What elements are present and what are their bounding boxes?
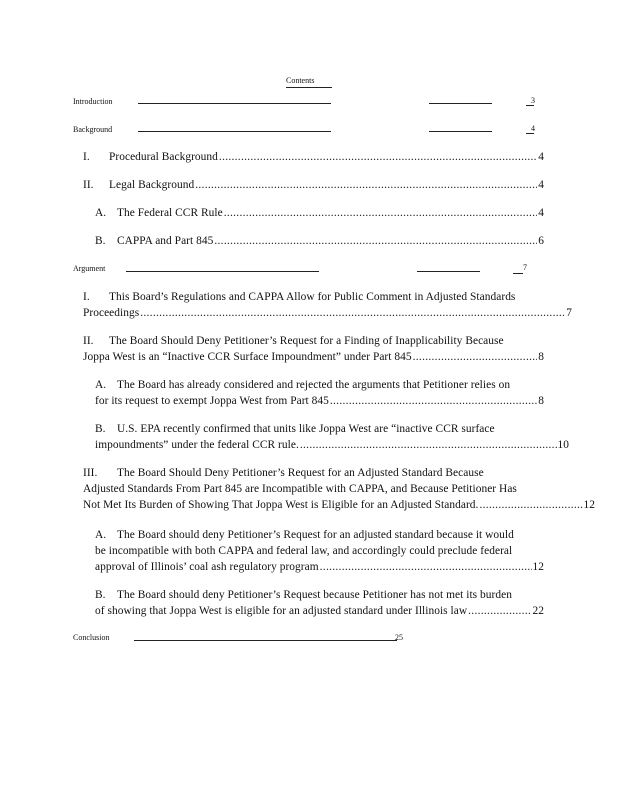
entry-number: A. bbox=[95, 207, 107, 219]
dot-leader bbox=[140, 305, 565, 321]
toc-entry[interactable] bbox=[95, 587, 590, 619]
entry-text: for its request to exempt Joppa West from Part 845 bbox=[95, 395, 329, 407]
toc-background-leader-3 bbox=[526, 133, 534, 134]
toc-argument-leader-2 bbox=[417, 271, 480, 272]
entry-text: The Board should deny Petitioner’s Request for an adjusted standard because it would bbox=[117, 529, 514, 541]
dot-leader bbox=[214, 233, 537, 249]
entry-page: 12 bbox=[583, 499, 595, 511]
entry-number: B. bbox=[95, 423, 106, 435]
entry-page: 12 bbox=[532, 561, 544, 573]
toc-introduction-label[interactable]: Introduction bbox=[73, 97, 113, 106]
entry-text: be incompatible with both CAPPA and federal law, and accordingly could preclude federal bbox=[95, 545, 513, 557]
toc-argument-page: 7 bbox=[523, 263, 527, 272]
toc-entry[interactable] bbox=[95, 205, 544, 221]
entry-text: Legal Background bbox=[109, 179, 195, 191]
toc-entry[interactable] bbox=[95, 421, 590, 453]
toc-entry[interactable] bbox=[95, 377, 590, 409]
toc-conclusion-leader bbox=[134, 640, 397, 641]
entry-text: impoundments” under the federal CCR rule. bbox=[95, 439, 299, 451]
entry-page: 7 bbox=[566, 307, 572, 319]
toc-entry[interactable] bbox=[83, 149, 544, 165]
dot-leader bbox=[320, 559, 532, 575]
toc-entry[interactable] bbox=[95, 527, 590, 575]
entry-text: The Federal CCR Rule bbox=[117, 207, 223, 219]
entry-text: The Board should deny Petitioner’s Request because Petitioner has not met its burden bbox=[117, 589, 512, 601]
toc-entry[interactable] bbox=[83, 465, 595, 513]
entry-number: II. bbox=[83, 179, 94, 191]
toc-entry[interactable] bbox=[83, 177, 544, 193]
toc-introduction-page: 3 bbox=[531, 96, 535, 105]
dot-leader bbox=[330, 393, 537, 409]
entry-text: The Board Should Deny Petitioner’s Request for a Finding of Inapplicability Because bbox=[109, 335, 504, 347]
toc-entry[interactable] bbox=[83, 333, 590, 365]
dot-leader bbox=[468, 603, 531, 619]
entry-number: I. bbox=[83, 151, 90, 163]
entry-number: III. bbox=[83, 467, 98, 479]
dot-leader bbox=[219, 149, 537, 165]
dot-leader bbox=[224, 205, 538, 221]
dot-leader bbox=[413, 349, 538, 365]
entry-text: Not Met Its Burden of Showing That Joppa West is Eligible for an Adjusted Standard. bbox=[83, 499, 479, 511]
toc-entry[interactable] bbox=[83, 289, 590, 321]
toc-background-label[interactable]: Background bbox=[73, 125, 113, 134]
entry-text: Proceedings bbox=[83, 307, 140, 319]
entry-text: U.S. EPA recently confirmed that units like Joppa West are “inactive CCR surface bbox=[117, 423, 495, 435]
entry-number: II. bbox=[83, 335, 94, 347]
toc-argument-leader bbox=[126, 271, 319, 272]
entry-text: Adjusted Standards From Part 845 are Incompatible with CAPPA, and Because Petitioner Has bbox=[83, 483, 517, 495]
entry-page: 8 bbox=[538, 351, 544, 363]
toc-background-page: 4 bbox=[531, 124, 535, 133]
entry-page: 4 bbox=[538, 151, 544, 163]
entry-page: 8 bbox=[538, 395, 544, 407]
contents-title-underline bbox=[286, 87, 332, 88]
entry-number: I. bbox=[83, 291, 90, 303]
entry-number: A. bbox=[95, 379, 107, 391]
dot-leader bbox=[300, 437, 557, 453]
toc-introduction-leader bbox=[138, 103, 331, 104]
toc-background-leader bbox=[138, 131, 331, 132]
entry-text: CAPPA and Part 845 bbox=[117, 235, 214, 247]
contents-title: Contents bbox=[286, 76, 315, 85]
entry-page: 4 bbox=[538, 207, 544, 219]
toc-argument-label[interactable]: Argument bbox=[73, 264, 106, 273]
entry-text: Procedural Background bbox=[109, 151, 218, 163]
entry-text: The Board has already considered and rejected the arguments that Petitioner relies on bbox=[117, 379, 511, 391]
toc-conclusion-page: 25 bbox=[395, 633, 403, 642]
entry-text: of showing that Joppa West is eligible for an adjusted standard under Illinois law bbox=[95, 605, 468, 617]
toc-conclusion-label[interactable]: Conclusion bbox=[73, 633, 110, 642]
entry-page: 6 bbox=[538, 235, 544, 247]
toc-introduction-leader-2 bbox=[429, 103, 492, 104]
entry-page: 4 bbox=[538, 179, 544, 191]
toc-introduction-leader-3 bbox=[526, 105, 534, 106]
entry-text: The Board Should Deny Petitioner’s Request for an Adjusted Standard Because bbox=[117, 467, 484, 479]
dot-leader bbox=[195, 177, 537, 193]
dot-leader bbox=[479, 497, 582, 513]
entry-page: 10 bbox=[557, 439, 569, 451]
toc-argument-leader-3 bbox=[513, 273, 523, 274]
entry-text: Joppa West is an “Inactive CCR Surface Impoundment” under Part 845 bbox=[83, 351, 412, 363]
entry-number: B. bbox=[95, 589, 106, 601]
toc-entry[interactable] bbox=[95, 233, 544, 249]
entry-number: A. bbox=[95, 529, 107, 541]
toc-background-leader-2 bbox=[429, 131, 492, 132]
entry-text: approval of Illinois’ coal ash regulatory program bbox=[95, 561, 319, 573]
entry-page: 22 bbox=[532, 605, 544, 617]
entry-number: B. bbox=[95, 235, 106, 247]
entry-text: This Board’s Regulations and CAPPA Allow for Public Comment in Adjusted Standards bbox=[109, 291, 516, 303]
